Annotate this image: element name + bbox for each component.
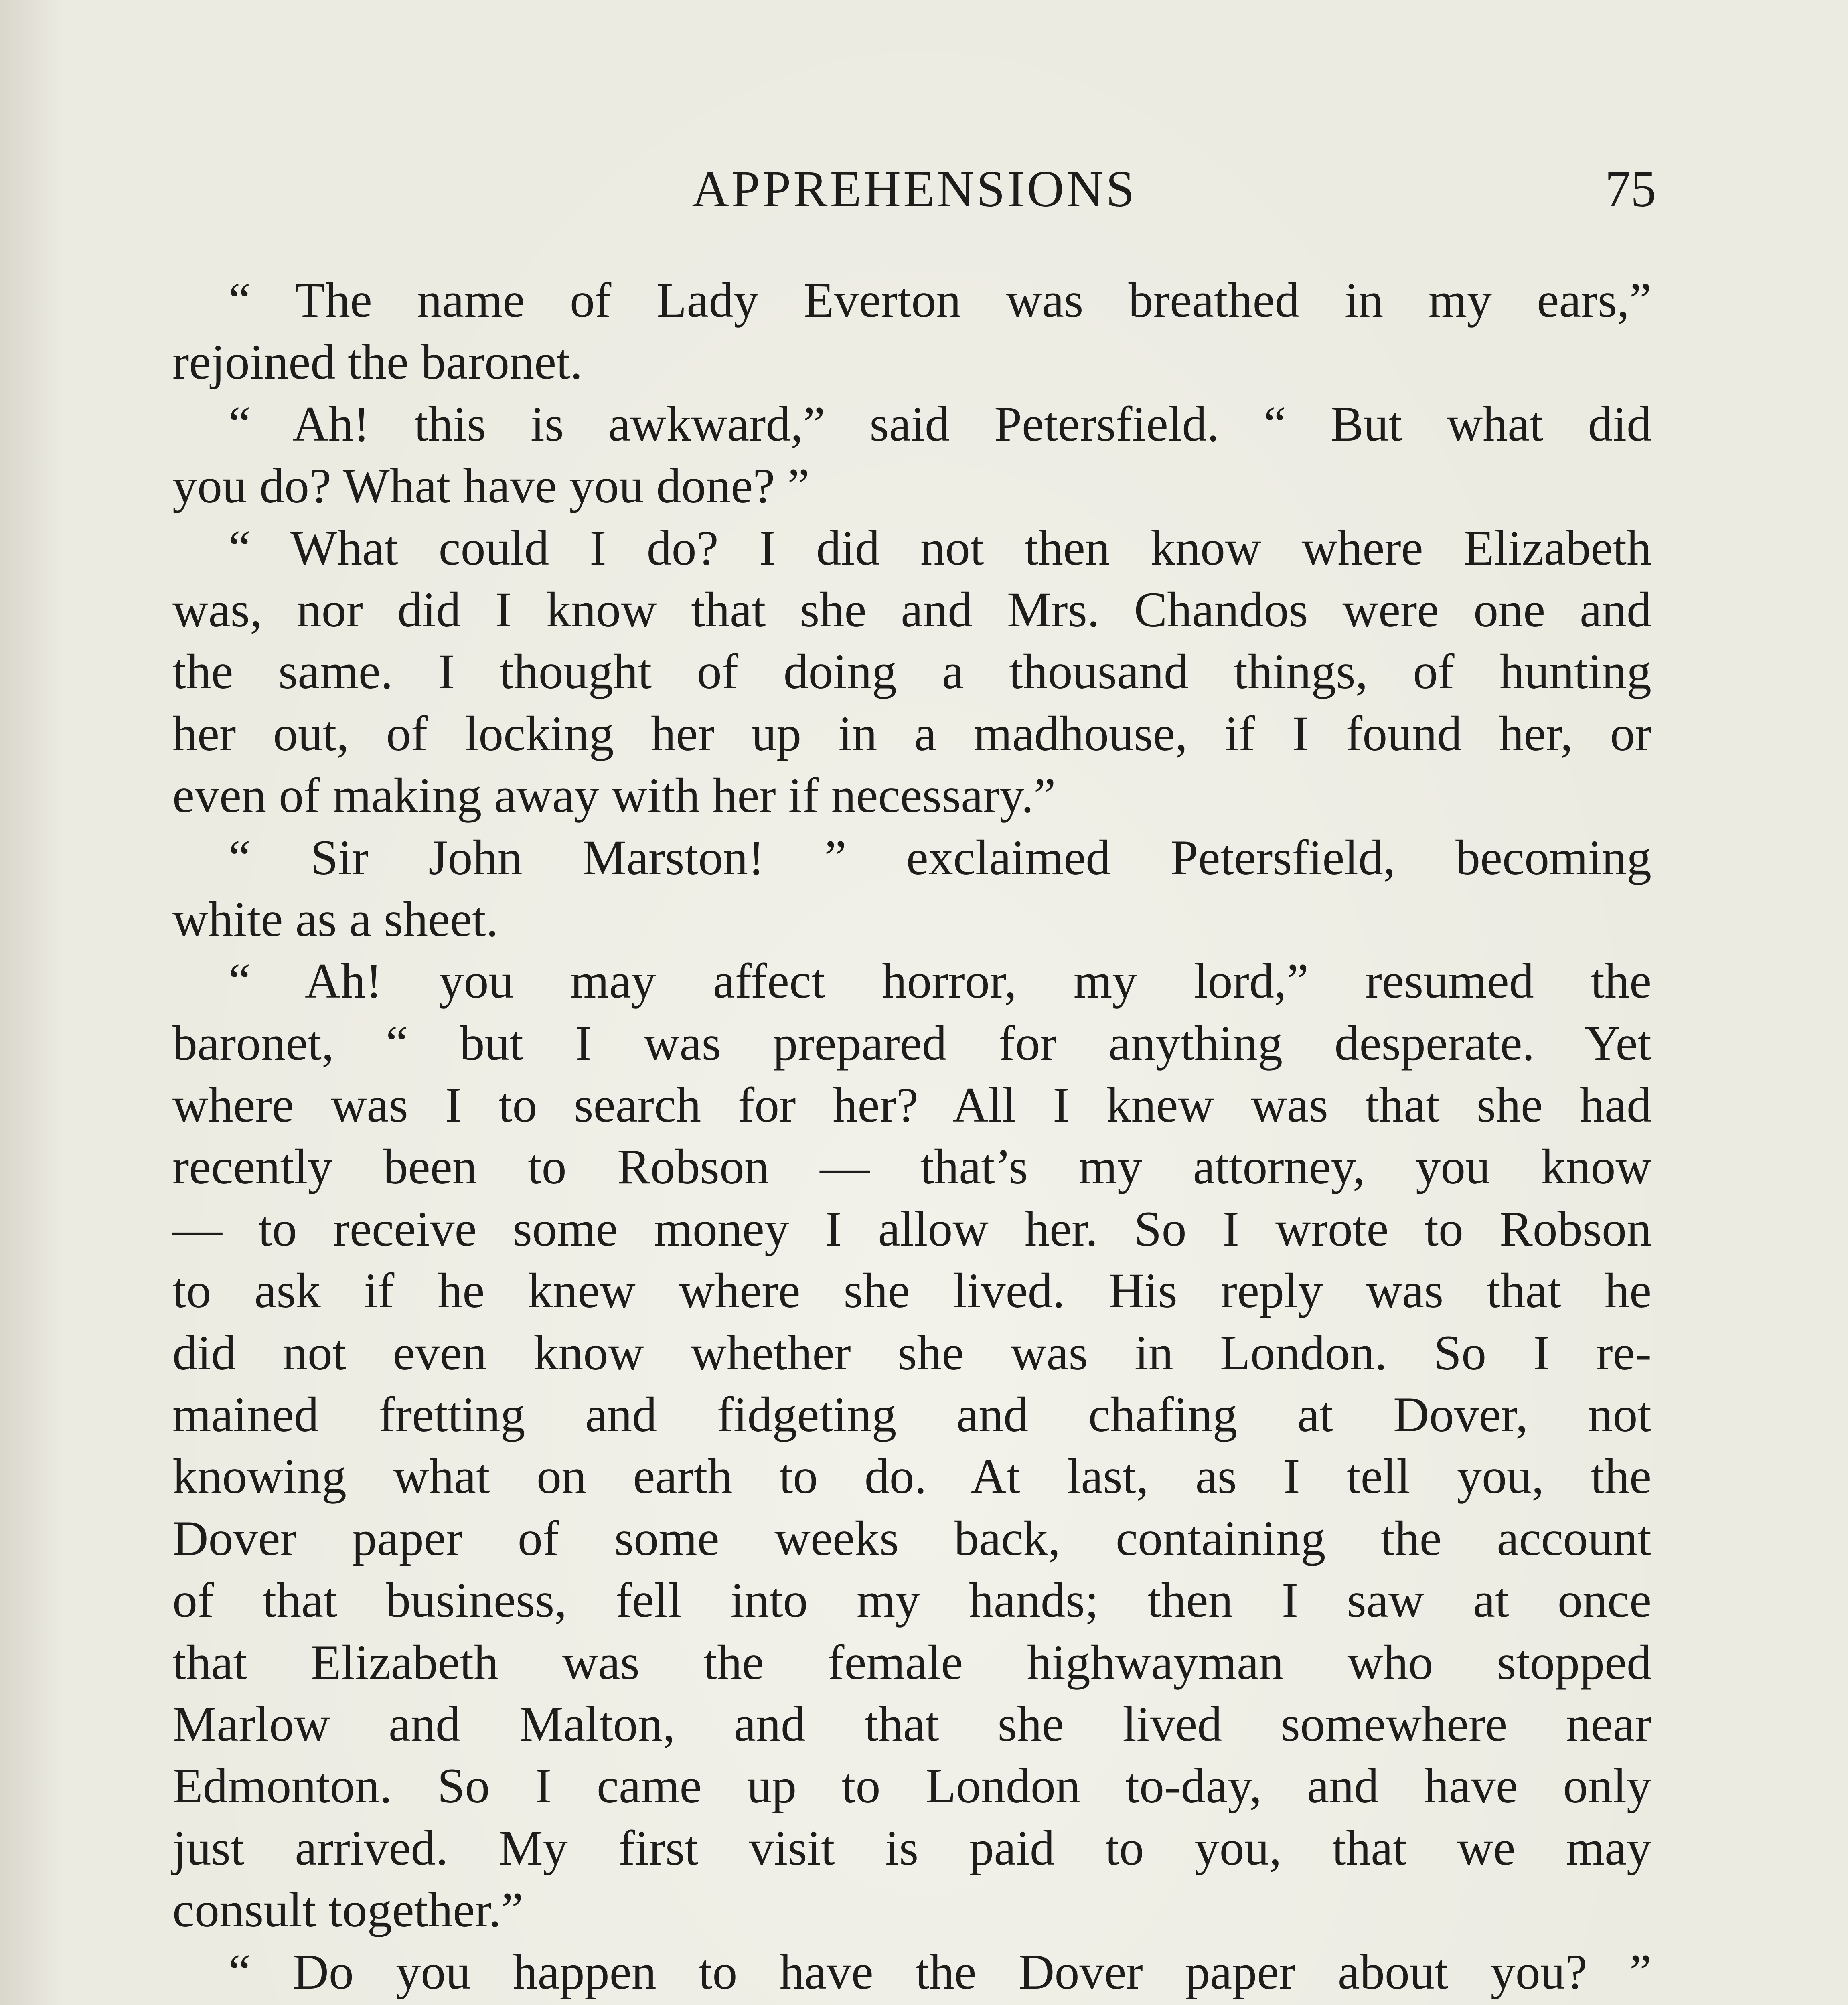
- running-head: [172, 160, 1656, 224]
- text-line: white as a sheet.: [172, 891, 498, 947]
- text-line: “ Ah! you may affect horror, my lord,” resumed the: [229, 954, 1651, 1009]
- running-title: APPREHENSIONS: [692, 160, 1137, 217]
- text-line: Marlow and Malton, and that she lived somewhere near: [172, 1696, 1651, 1752]
- text-line: “ The name of Lady Everton was breathed in my ears,”: [229, 273, 1651, 328]
- text-line: rejoined the baronet.: [172, 334, 583, 390]
- text-line: — to receive some money I allow her. So I wrote to Robson: [172, 1201, 1651, 1256]
- text-line: baronet, “ but I was prepared for anything desperate. Yet: [172, 1015, 1651, 1071]
- text-line: of that business, fell into my hands; then I saw at once: [172, 1573, 1651, 1628]
- text-line: the same. I thought of doing a thousand things, of hunting: [172, 644, 1651, 699]
- text-line: her out, of locking her up in a madhouse, if I found her, or: [172, 706, 1651, 761]
- text-line: to ask if he knew where she lived. His reply was that he: [172, 1263, 1651, 1318]
- text-line: “ What could I do? I did not then know where Elizabeth: [229, 520, 1651, 575]
- text-line: mained fretting and fidgeting and chafing at Dover, not: [172, 1387, 1651, 1442]
- text-line: Dover paper of some weeks back, containing the account: [172, 1511, 1651, 1566]
- text-line: just arrived. My first visit is paid to you, that we may: [172, 1820, 1651, 1875]
- text-line: where was I to search for her? All I knew was that she had: [172, 1077, 1651, 1133]
- page-number: 75: [1605, 160, 1656, 217]
- text-line: that Elizabeth was the female highwayman who stopped: [172, 1634, 1651, 1690]
- text-line: “ Do you happen to have the Dover paper about you? ”: [229, 1944, 1651, 1999]
- text-line: Edmonton. So I came up to London to-day, and have only: [172, 1758, 1651, 1814]
- text-line: was, nor did I know that she and Mrs. Chandos were one and: [172, 582, 1651, 637]
- text-line: [172, 2003, 1651, 2005]
- text-line: recently been to Robson — that’s my attorney, you know: [172, 1139, 1651, 1195]
- text-line: “ Ah! this is awkward,” said Petersfield. “ But what did: [229, 396, 1651, 452]
- text-line: did not even know whether she was in London. So I re-: [172, 1325, 1651, 1380]
- body-text: [172, 269, 1651, 2005]
- text-line: consult together.”: [172, 1882, 523, 1938]
- text-line: even of making away with her if necessary.”: [172, 768, 1056, 823]
- text-line: “ Sir John Marston! ” exclaimed Petersfield, becoming: [229, 830, 1651, 885]
- text-line: knowing what on earth to do. At last, as I tell you, the: [172, 1449, 1651, 1504]
- text-line: you do? What have you done? ”: [172, 458, 810, 514]
